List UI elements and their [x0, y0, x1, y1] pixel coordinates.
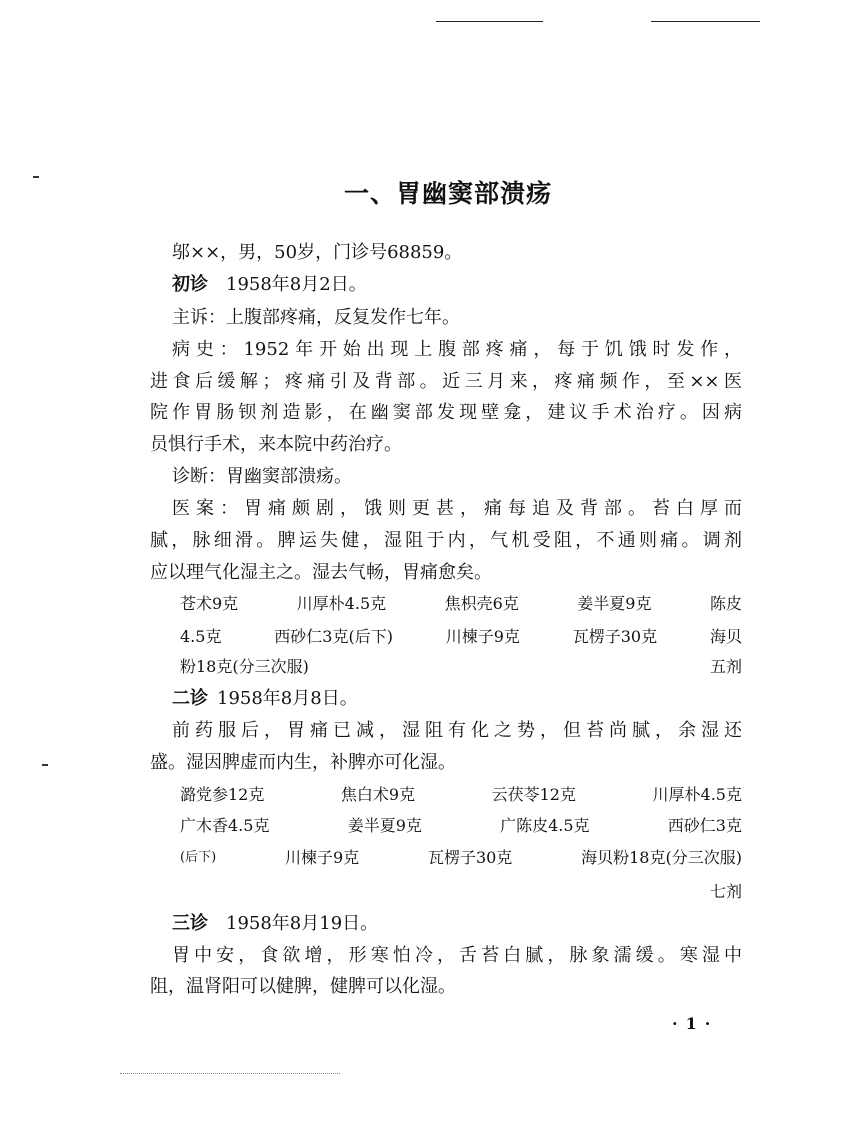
- patient-info: 邬××，男，50岁，门诊号68859。: [172, 242, 463, 263]
- herb-item: 焦枳壳6克: [444, 594, 519, 613]
- herb-item: 西砂仁3克: [667, 816, 742, 835]
- prescription1-row: [180, 592, 742, 616]
- herb-item: 西砂仁3克(后下): [274, 627, 393, 646]
- case-note-line: 腻，脉细滑。脾运失健，湿阻于内，气机受阻，不通则痛。调剂: [150, 530, 742, 551]
- herb-item: 海贝粉18克(分三次服): [581, 848, 742, 867]
- herb-item: 姜半夏9克: [347, 816, 422, 835]
- herb-item: 广木香4.5克: [180, 816, 270, 835]
- diagnosis: 诊断：胃幽窦部溃疡。: [172, 466, 352, 487]
- visit2-label: 二诊: [172, 688, 208, 709]
- case-note-line: 医案：胃痛颇剧，饿则更甚，痛每追及背部。苔白厚而: [172, 498, 742, 519]
- visit1-date: 1958年8月2日。: [226, 274, 367, 295]
- visit1-label: 初诊: [172, 274, 208, 295]
- visit2-heading: [172, 687, 358, 711]
- history-line: 院作胃肠钡剂造影，在幽窦部发现壁龛，建议手术治疗。因病: [150, 402, 742, 423]
- history-line: 病史：1952年开始出现上腹部疼痛，每于饥饿时发作，: [172, 339, 742, 360]
- prescription1-row: [180, 625, 742, 649]
- prescription1-row: 粉18克(分三次服): [180, 657, 309, 676]
- history-line: 进食后缓解；疼痛引及背部。近三月来，疼痛频作，至××医: [150, 371, 742, 392]
- section-title: 一、胃幽窦部溃疡: [343, 179, 552, 208]
- visit3-heading: [172, 912, 378, 936]
- prescription2-row: [180, 783, 742, 807]
- history-line: 员惧行手术，来本院中药治疗。: [150, 434, 402, 455]
- header-rule-left: [436, 21, 543, 22]
- case-note-line: 应以理气化湿主之。湿去气畅，胃痛愈矣。: [150, 562, 492, 583]
- visit3-date: 1958年8月19日。: [226, 913, 379, 934]
- visit3-text-line: 阻，温肾阳可以健脾，健脾可以化湿。: [150, 976, 456, 997]
- herb-item: 瓦楞子30克: [572, 627, 658, 646]
- herb-item: 海贝: [709, 627, 742, 646]
- scan-mark: [42, 764, 48, 766]
- prescription2-doses: 七剂: [709, 882, 742, 901]
- herb-item: 4.5克: [180, 627, 222, 646]
- visit2-text-line: 前药服后，胃痛已减，湿阻有化之势，但苔尚腻，余湿还: [172, 720, 742, 741]
- prescription2-row: [180, 814, 742, 838]
- herb-item: 川楝子9克: [284, 848, 360, 867]
- herb-item: 陈皮: [709, 594, 742, 613]
- herb-item: (后下): [180, 850, 217, 865]
- prescription1-doses: 五剂: [709, 657, 742, 676]
- visit3-text-line: 胃中安，食欲增，形寒怕冷，舌苔白腻，脉象濡缓。寒湿中: [172, 945, 742, 966]
- visit2-text-line: 盛。湿因脾虚而内生，补脾亦可化湿。: [150, 752, 456, 773]
- herb-item: 云茯苓12克: [491, 785, 576, 804]
- visit1-heading: [172, 273, 367, 297]
- herb-item: 瓦楞子30克: [427, 848, 513, 867]
- herb-item: 川楝子9克: [445, 627, 520, 646]
- visit2-date: 1958年8月8日。: [217, 688, 358, 709]
- complaint: 主诉：上腹部疼痛，反复发作七年。: [172, 307, 460, 328]
- footer-scan-artifact: [120, 1073, 340, 1074]
- prescription2-row: [180, 846, 742, 870]
- header-rule-right: [651, 21, 760, 22]
- herb-item: 苍术9克: [180, 594, 239, 613]
- herb-item: 川厚朴4.5克: [652, 785, 742, 804]
- page-number: ·1·: [672, 1014, 719, 1033]
- herb-item: 广陈皮4.5克: [500, 816, 590, 835]
- herb-item: 川厚朴4.5克: [296, 594, 387, 613]
- herb-item: 姜半夏9克: [577, 594, 652, 613]
- herb-item: 焦白术9克: [340, 785, 416, 804]
- herb-item: 潞党参12克: [180, 785, 265, 804]
- visit3-label: 三诊: [172, 913, 208, 934]
